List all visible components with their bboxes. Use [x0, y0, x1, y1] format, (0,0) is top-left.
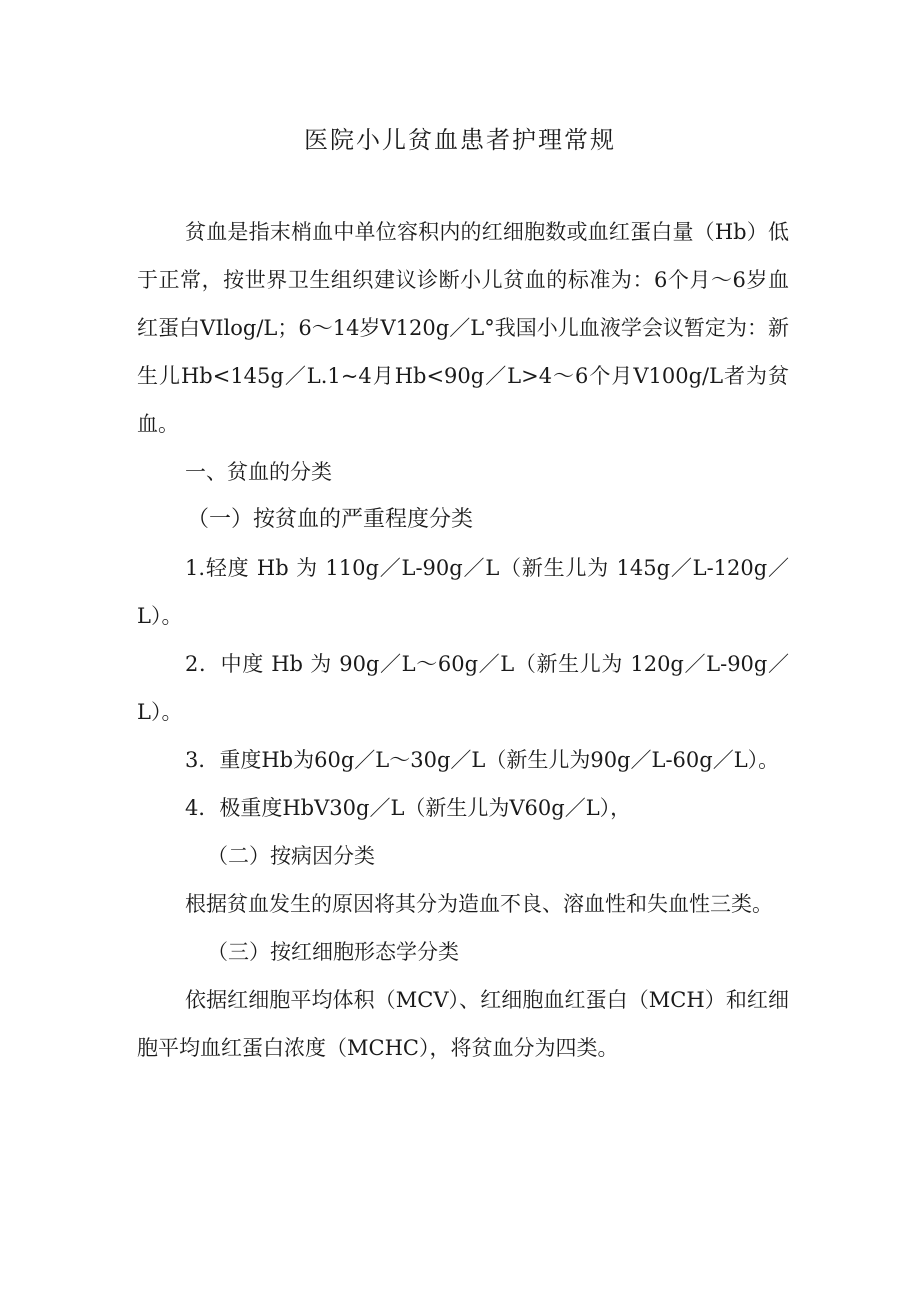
- subsection-heading-etiology: （二）按病因分类: [207, 844, 375, 868]
- paragraph-morphology: 依据红细胞平均体积（MCV）、红细胞血红蛋白（MCH）和红细胞平均血红蛋白浓度（MCHC），将贫血分为四类。: [137, 988, 789, 1060]
- section-heading-classification: 一、贫血的分类: [185, 460, 332, 484]
- subsection-heading-severity: （一）按贫血的严重程度分类: [187, 507, 474, 532]
- list-item-moderate: 2．中度 Hb 为 90g／L～60g／L（新生儿为 120g／L-90g／L）。: [137, 652, 789, 724]
- list-item-very-severe: 4．极重度HbV30g／L（新生儿为V60g／L），: [185, 796, 632, 820]
- paragraph-anemia-definition: 贫血是指末梢血中单位容积内的红细胞数或血红蛋白量（Hb）低于正常，按世界卫生组织建议诊断小儿贫血的标准为：6个月～6岁血红蛋白VIlog/L；6～14岁V120g／L°我国小儿血液学会议暂定为：新生儿Hb<145g／L.1~4月Hb<90g／L>4～6个月V100g/L者为贫血。: [137, 220, 789, 436]
- list-item-mild: 1.轻度 Hb 为 110g／L-90g／L（新生儿为 145g／L-120g／L）。: [137, 556, 789, 628]
- list-item-severe: 3．重度Hb为60g／L～30g／L（新生儿为90g／L-60g／L）。: [185, 748, 780, 772]
- subsection-heading-morphology: （三）按红细胞形态学分类: [207, 940, 459, 964]
- document-title: 医院小儿贫血患者护理常规: [304, 126, 616, 154]
- paragraph-etiology: 根据贫血发生的原因将其分为造血不良、溶血性和失血性三类。: [185, 892, 773, 916]
- document-body: [137, 208, 789, 1072]
